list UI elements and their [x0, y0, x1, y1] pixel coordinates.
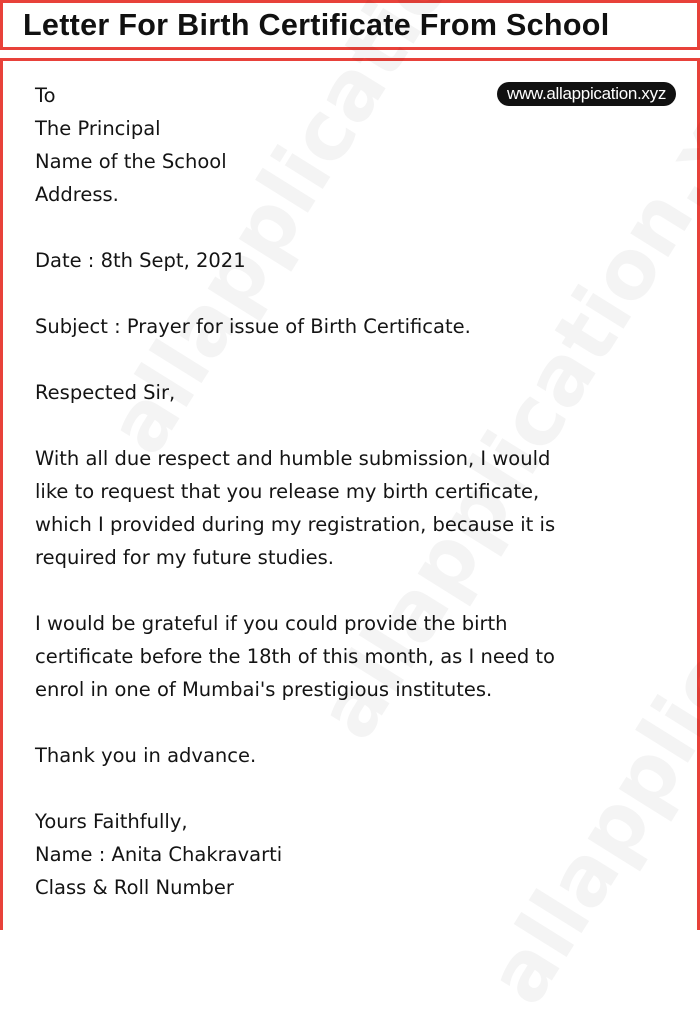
- paragraph-line: With all due respect and humble submission, I would: [35, 447, 551, 470]
- spacer: [35, 343, 655, 376]
- paragraph-line: I would be grateful if you could provide the birth: [35, 612, 508, 635]
- letter-date: Date : 8th Sept, 2021: [35, 249, 246, 272]
- address-to: To: [35, 84, 56, 107]
- spacer: [35, 409, 655, 442]
- paragraph-line: enrol in one of Mumbai's prestigious institutes.: [35, 678, 493, 701]
- spacer: [35, 277, 655, 310]
- spacer: [35, 211, 655, 244]
- closing-line: Yours Faithfully,: [35, 810, 188, 833]
- paragraph-line: like to request that you release my birth certificate,: [35, 480, 540, 503]
- sender-class-roll: Class & Roll Number: [35, 876, 234, 899]
- spacer: [35, 706, 655, 739]
- paragraph-line: required for my future studies.: [35, 546, 334, 569]
- salutation: Respected Sir,: [35, 381, 176, 404]
- letter-subject: Subject : Prayer for issue of Birth Certificate.: [35, 315, 471, 338]
- letter-body: [35, 79, 655, 904]
- spacer: [35, 772, 655, 805]
- spacer: [35, 574, 655, 607]
- thanks-line: Thank you in advance.: [35, 744, 257, 767]
- address-school: Name of the School: [35, 150, 227, 173]
- sender-name: Name : Anita Chakravarti: [35, 843, 283, 866]
- page-title: Letter For Birth Certificate From School: [23, 7, 610, 42]
- title-banner: [0, 0, 700, 50]
- address-recipient: The Principal: [35, 117, 161, 140]
- address-line: Address.: [35, 183, 119, 206]
- paragraph-line: certificate before the 18th of this month, as I need to: [35, 645, 555, 668]
- paragraph-line: which I provided during my registration, because it is: [35, 513, 556, 536]
- website-badge: www.allappication.xyz: [497, 82, 676, 106]
